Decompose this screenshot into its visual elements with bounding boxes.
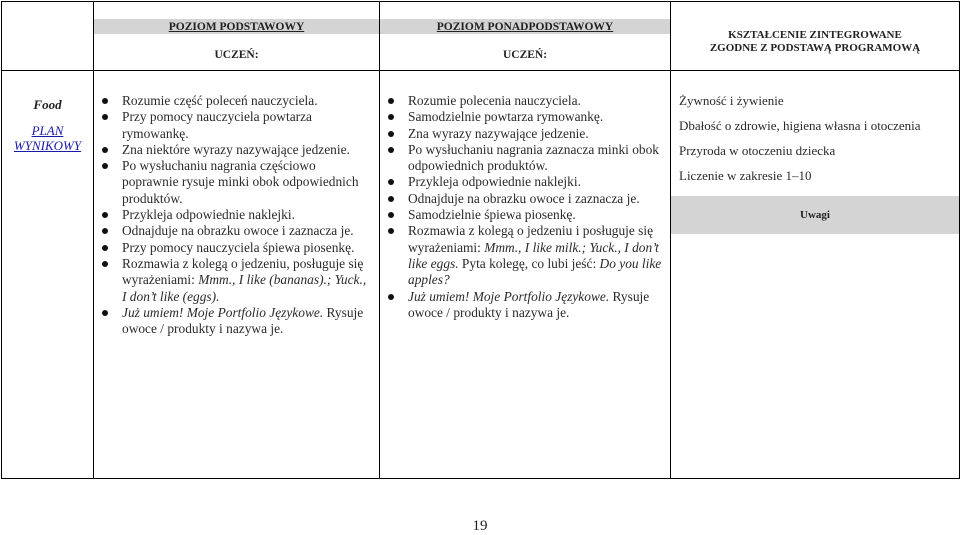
basic-requirements-cell	[94, 71, 380, 479]
basic-level-subtitle: UCZEŃ:	[214, 49, 259, 61]
topic-cell	[2, 71, 94, 479]
requirement-text: Odnajduje na obrazku owoce i zaznacza je.	[122, 223, 354, 239]
requirement-phrase-italic: Mmm., I like (bananas).; Yuck., I don’t like (eggs).	[122, 272, 367, 304]
plan-link-line1: PLAN	[31, 123, 64, 138]
requirement-text: Rozumie polecenia nauczyciela.	[408, 93, 581, 108]
requirement-text: Rysuje owoce / produkty i nazywa je.	[408, 288, 650, 320]
requirement-text: Przykleja odpowiednie naklejki.	[122, 207, 295, 223]
requirement-text: Odnajduje na obrazku owoce i zaznacza je.	[408, 190, 640, 206]
advanced-requirements-list	[380, 93, 670, 321]
header-integrated	[671, 2, 960, 71]
notes-header: Uwagi	[671, 196, 959, 234]
requirement-item	[408, 174, 664, 190]
requirement-text: Samodzielnie powtarza rymowankę.	[408, 109, 604, 125]
page-number: 19	[472, 518, 488, 534]
integrated-title-line2: ZGODNE Z PODSTAWĄ PROGRAMOWĄ	[709, 42, 921, 54]
integrated-item: Liczenie w zakresie 1–10	[679, 168, 812, 183]
requirement-item	[122, 158, 373, 207]
requirement-phrase-italic: Do you like apples?	[408, 255, 662, 288]
requirement-item	[122, 207, 373, 223]
requirement-text: Zna wyrazy nazywające jedzenie.	[408, 125, 589, 141]
requirement-phrase-italic: Mmm., I like milk.; Yuck., I don’t like eggs.	[408, 239, 659, 271]
header-row	[2, 2, 960, 71]
requirement-item	[122, 240, 373, 256]
topic-title: Food	[33, 97, 62, 112]
requirement-text: Przykleja odpowiednie naklejki.	[408, 174, 581, 190]
header-basic-level	[94, 2, 380, 71]
requirement-item	[408, 223, 664, 288]
integrated-item: Dbałość o zdrowie, higiena własna i otoczenia	[679, 118, 921, 133]
requirement-phrase-italic: Już umiem! Moje Portfolio Językowe.	[408, 288, 610, 304]
requirement-text: Rozmawia z kolegą o jedzeniu i posługuje się wyrażeniami:	[408, 223, 654, 255]
requirement-item	[122, 256, 373, 305]
requirement-item	[408, 109, 664, 125]
requirement-text: Zna niektóre wyrazy nazywające jedzenie.	[122, 141, 350, 157]
requirement-text: Samodzielnie śpiewa piosenkę.	[408, 207, 576, 223]
requirement-text: Przy pomocy nauczyciela powtarza rymowankę.	[122, 109, 312, 141]
requirement-text: Rozumie część poleceń nauczyciela.	[122, 93, 318, 108]
advanced-level-title: POZIOM PONADPODSTAWOWY	[436, 21, 614, 33]
lesson-plan-table	[1, 1, 960, 479]
requirement-item	[122, 305, 373, 338]
requirement-text: Pyta kolegę, co lubi jeść:	[458, 255, 600, 271]
requirement-item	[122, 93, 373, 109]
advanced-requirements-cell	[380, 71, 671, 479]
requirement-item	[408, 207, 664, 223]
requirement-item	[122, 223, 373, 239]
requirement-item	[122, 109, 373, 142]
requirement-text: Przy pomocy nauczyciela śpiewa piosenkę.	[122, 239, 355, 255]
requirement-item	[408, 191, 664, 207]
basic-requirements-list	[94, 93, 379, 337]
requirement-item	[408, 126, 664, 142]
header-advanced-level	[380, 2, 671, 71]
requirement-text: Po wysłuchaniu nagrania częściowo poprawnie rysuje minki obok odpowiednich produktów.	[122, 158, 359, 206]
content-row	[2, 71, 960, 479]
plan-link[interactable]	[2, 123, 93, 153]
integrated-title-line1: KSZTAŁCENIE ZINTEGROWANE	[728, 29, 902, 41]
requirement-text: Rysuje owoce / produkty i nazywa je.	[122, 304, 364, 337]
requirement-item	[122, 142, 373, 158]
requirement-item	[408, 142, 664, 175]
integrated-item: Przyroda w otoczeniu dziecka	[679, 143, 836, 158]
requirement-item	[408, 289, 664, 322]
header-empty-cell	[2, 2, 94, 71]
plan-link-line2: WYNIKOWY	[13, 138, 82, 153]
integrated-cell	[671, 71, 960, 479]
requirement-text: Po wysłuchaniu nagrania zaznacza minki obok odpowiednich produktów.	[408, 141, 659, 174]
requirement-item	[408, 93, 664, 109]
integrated-item: Żywność i żywienie	[679, 93, 784, 108]
requirement-text: Rozmawia z kolegą o jedzeniu, posługuje się wyrażeniami:	[122, 255, 364, 288]
basic-level-title: POZIOM PODSTAWOWY	[168, 21, 305, 33]
advanced-level-subtitle: UCZEŃ:	[502, 49, 548, 61]
requirement-phrase-italic: Już umiem! Moje Portfolio Językowe.	[122, 304, 324, 320]
